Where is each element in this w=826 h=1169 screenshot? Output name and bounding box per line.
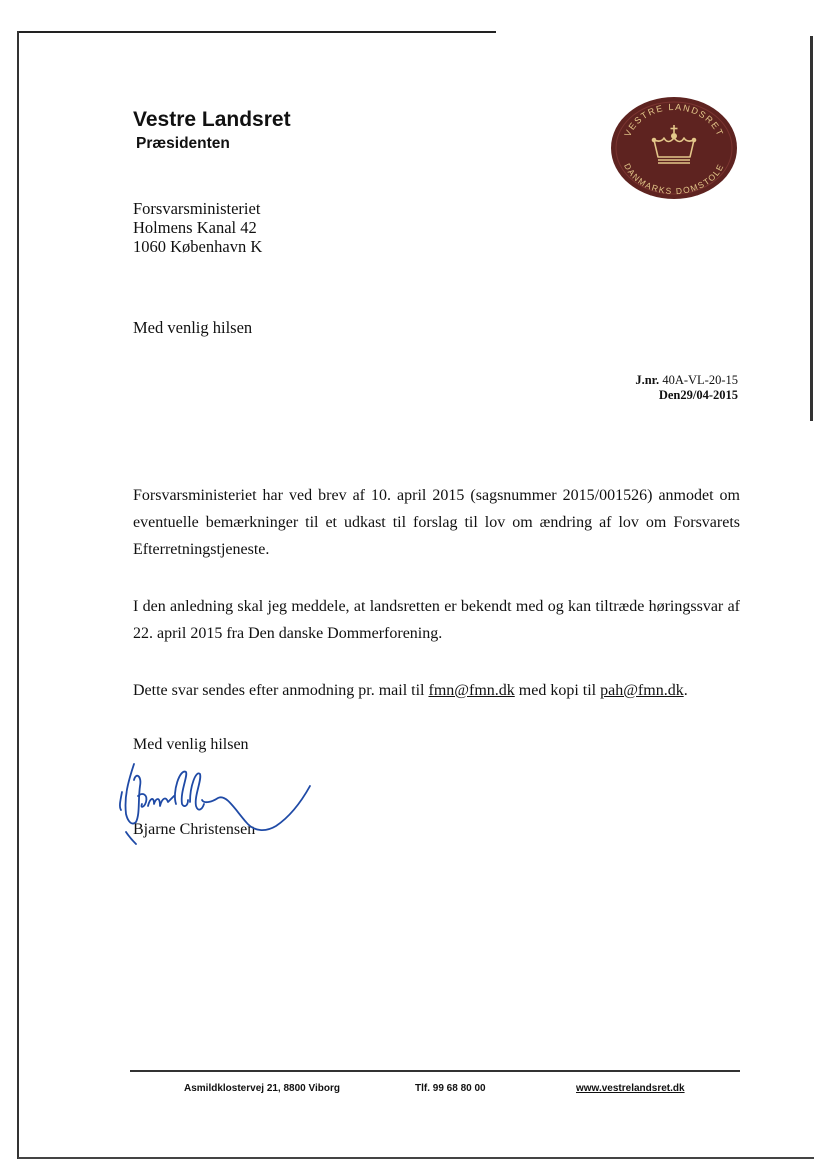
recipient-street: Holmens Kanal 42 — [133, 218, 257, 237]
footer-website-link[interactable]: www.vestrelandsret.dk — [576, 1083, 685, 1094]
court-name: Vestre Landsret — [133, 108, 291, 131]
recipient-name: Forsvarsministeriet — [133, 199, 261, 218]
closing-greeting: Med venlig hilsen — [133, 736, 249, 753]
scan-edge-top — [18, 31, 496, 33]
email-link-pah[interactable]: pah@fmn.dk — [600, 682, 684, 699]
body-paragraph-1: Forsvarsministeriet har ved brev af 10. april 2015 (sagsnummer 2015/001526) anmodet om eventuelle bemærkninger til et udkast til forslag til lov om ændring af lov om Forsvarets Efterretningstjeneste. — [133, 487, 740, 558]
handwritten-signature — [116, 752, 316, 848]
seal-text-top: VESTRE LANDSRET — [622, 101, 726, 139]
email-link-fmn[interactable]: fmn@fmn.dk — [428, 682, 515, 699]
footer-divider — [130, 1070, 740, 1072]
footer-address: Asmildklostervej 21, 8800 Viborg — [184, 1083, 341, 1094]
signer-name: Bjarne Christensen — [133, 821, 256, 838]
paragraph-3-text-middle: med kopi til — [514, 682, 601, 699]
letter-date: Den29/04-2015 — [658, 388, 738, 402]
scan-edge-left — [17, 31, 19, 1159]
body-paragraph-2: I den anledning skal jeg meddele, at landsretten er bekendt med og kan tiltræde høringssvar af 22. april 2015 fra Den danske Dommerforening. — [133, 598, 740, 642]
journal-number — [635, 373, 738, 388]
footer-phone: Tlf. 99 68 80 00 — [415, 1083, 486, 1094]
recipient-city: 1060 København K — [133, 237, 263, 256]
court-subtitle: Præsidenten — [136, 135, 230, 152]
court-seal-logo — [610, 96, 738, 200]
journal-number-value: 40A-VL-20-15 — [659, 373, 738, 387]
paragraph-3-text-after: . — [683, 682, 688, 699]
scan-edge-bottom — [18, 1157, 814, 1159]
body-paragraph-3 — [133, 677, 740, 704]
scan-edge-right — [810, 36, 813, 421]
opening-greeting: Med venlig hilsen — [133, 318, 253, 337]
paragraph-3-text-before: Dette svar sendes efter anmodning pr. mail til — [133, 682, 429, 699]
journal-number-label: J.nr. — [635, 373, 660, 387]
seal-text-bottom: DANMARKS DOMSTOLE — [622, 161, 726, 197]
